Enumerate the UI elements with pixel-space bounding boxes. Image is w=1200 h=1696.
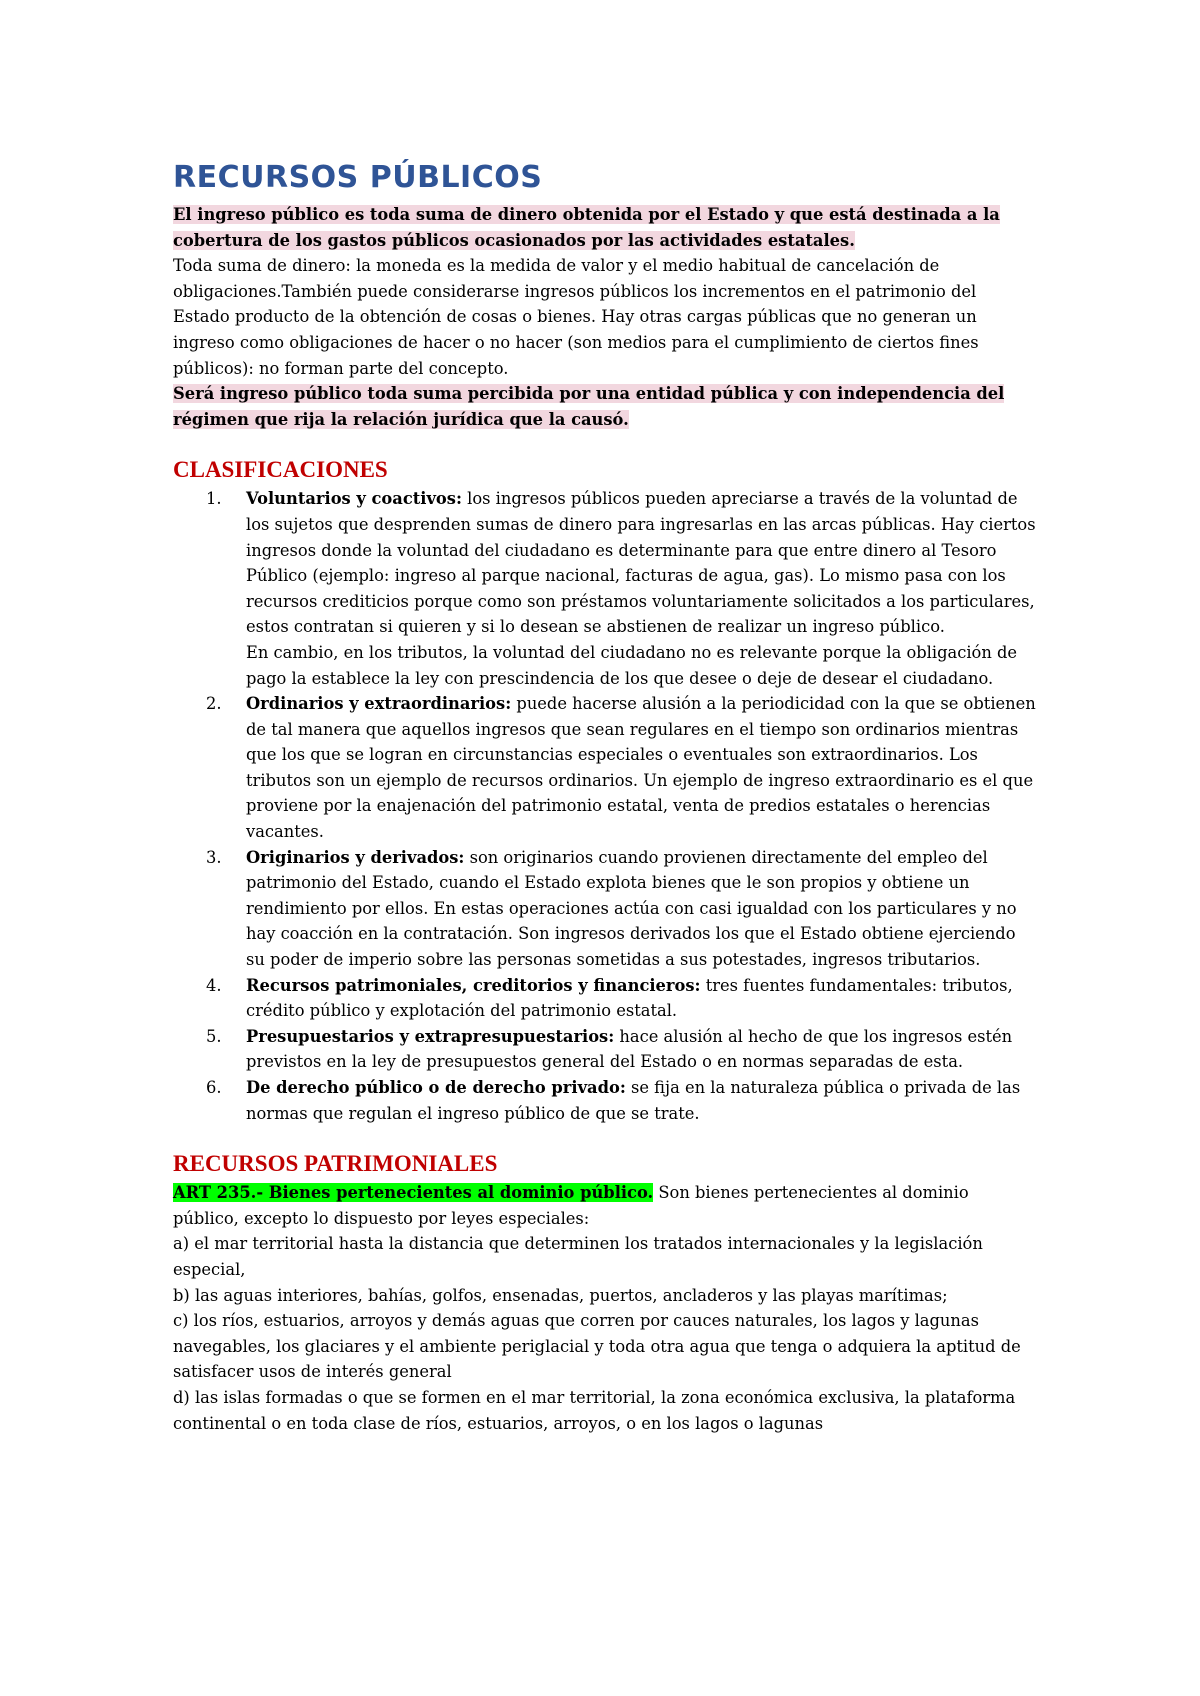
intro-definition — [173, 202, 1038, 253]
list-text: tres fuentes fundamentales: tributos, crédito público y explotación del patrimonio estatal. — [246, 975, 1013, 1021]
inciso-a: a) el mar territorial hasta la distancia que determinen los tratados internacionales y la legislación especial, — [173, 1234, 983, 1279]
list-text: hace alusión al hecho de que los ingresos estén previstos en la ley de presupuestos general del Estado o en normas separadas de esta. — [246, 1026, 1013, 1072]
highlighted-definition: Será ingreso público toda suma percibida por una entidad pública y con independencia del régimen que rija la relación jurídica que la causó. — [173, 384, 1005, 429]
inciso-d: d) las islas formadas o que se formen en el mar territorial, la zona económica exclusiva, la plataforma continental o en toda clase de ríos, estuarios, arroyos, o en los lagos o lagunas — [173, 1387, 1016, 1433]
list-term: De derecho público o de derecho privado: — [246, 1078, 626, 1097]
article-text: Son bienes pertenecientes al dominio público, excepto lo dispuesto por leyes especiales: — [173, 1183, 969, 1228]
page-title: RECURSOS PÚBLICOS — [173, 160, 543, 195]
section-heading-clasificaciones: CLASIFICACIONES — [173, 457, 388, 483]
inciso-c: c) los ríos, estuarios, arroyos y demás aguas que corren por cauces naturales, los lagos y lagunas navegables, los glaciares y el ambiente periglacial y toda otra agua que tenga o adquiera la aptitud de satisfacer usos de interés general — [173, 1311, 1021, 1382]
document-page — [173, 160, 1038, 1436]
highlighted-definition: El ingreso público es toda suma de dinero obtenida por el Estado y que está destinada a la cobertura de los gastos públicos ocasionados por las actividades estatales. — [173, 205, 1000, 250]
list-text: puede hacerse alusión a la periodicidad con la que se obtienen de tal manera que aquellos ingresos que sean regulares en el tiempo son ordinarios mientras que los que se logran en circunstancias especiales o eventuales son extraordinarios. Los tributos son un ejemplo de recursos ordinarios. Un ejemplo de ingreso extraordinario es el que proviene por la enajenación del patrimonio estatal, venta de predios estatales o herencias vacantes. — [246, 694, 1036, 842]
article-paragraph — [173, 1180, 1038, 1231]
list-item — [173, 1024, 1038, 1075]
list-text: se fija en la naturaleza pública o privada de las normas que regulan el ingreso público de que se trate. — [246, 1078, 1021, 1123]
list-item — [173, 486, 1038, 691]
article-title: ART 235.- Bienes pertenecientes al dominio público. — [173, 1183, 654, 1203]
inciso-b: b) las aguas interiores, bahías, golfos, ensenadas, puertos, ancladeros y las playas marítimas; — [173, 1285, 948, 1305]
intro-paragraph: Toda suma de dinero: la moneda es la medida de valor y el medio habitual de cancelación de obligaciones.También puede considerarse ingresos públicos los incrementos en el patrimonio del Estado producto de la obtención de cosas o bienes. Hay otras cargas públicas que no generan un ingreso como obligaciones de hacer o no hacer (son medios para el cumplimiento de ciertos fines públicos): no forman parte del concepto. — [173, 256, 979, 378]
list-term: Presupuestarios y extrapresupuestarios: — [246, 1026, 615, 1046]
list-text: los ingresos públicos pueden apreciarse a través de la voluntad de los sujetos que desprenden sumas de dinero para ingresarlas en las arcas públicas. Hay ciertos ingresos donde la voluntad del ciudadano es determinante para que entre dinero al Tesoro Público (ejemplo: ingreso al parque nacional, facturas de agua, gas). Lo mismo pasa con los recursos crediticios porque como son préstamos voluntariamente solicitados a los particulares, estos contratan si quieren y si lo desean se abstienen de realizar un ingreso público. — [246, 489, 1036, 637]
list-number: 5. — [206, 1026, 222, 1046]
list-text: son originarios cuando provienen directamente del empleo del patrimonio del Estado, cuando el Estado explota bienes que le son propios y obtiene un rendimiento por ellos. En estas operaciones actúa con casi igualdad con los particulares y no hay coacción en la contratación. Son ingresos derivados los que el Estado obtiene ejerciendo su poder de imperio sobre las personas sometidas a sus potestades, ingresos tributarios. — [246, 847, 1017, 970]
section-heading-recursos-patrimoniales: RECURSOS PATRIMONIALES — [173, 1151, 498, 1177]
clasificaciones-list — [173, 486, 1038, 1126]
list-term: Voluntarios y coactivos: — [246, 489, 462, 509]
list-text-extra: En cambio, en los tributos, la voluntad del ciudadano no es relevante porque la obligación de pago la establece la ley con prescindencia de los que desee o deje de desear el ciudadano. — [246, 642, 1018, 688]
list-number: 6. — [206, 1078, 222, 1097]
list-number: 2. — [206, 694, 222, 714]
intro-definition-2 — [173, 381, 1038, 432]
list-term: Ordinarios y extraordinarios: — [246, 694, 512, 714]
list-number: 1. — [206, 489, 222, 509]
list-item — [173, 973, 1038, 1024]
list-term: Originarios y derivados: — [246, 847, 465, 867]
list-number: 3. — [206, 847, 222, 867]
list-item — [173, 1075, 1038, 1126]
list-item — [173, 691, 1038, 845]
list-item — [173, 845, 1038, 973]
list-number: 4. — [206, 975, 222, 995]
list-term: Recursos patrimoniales, creditorios y financieros: — [246, 975, 701, 995]
